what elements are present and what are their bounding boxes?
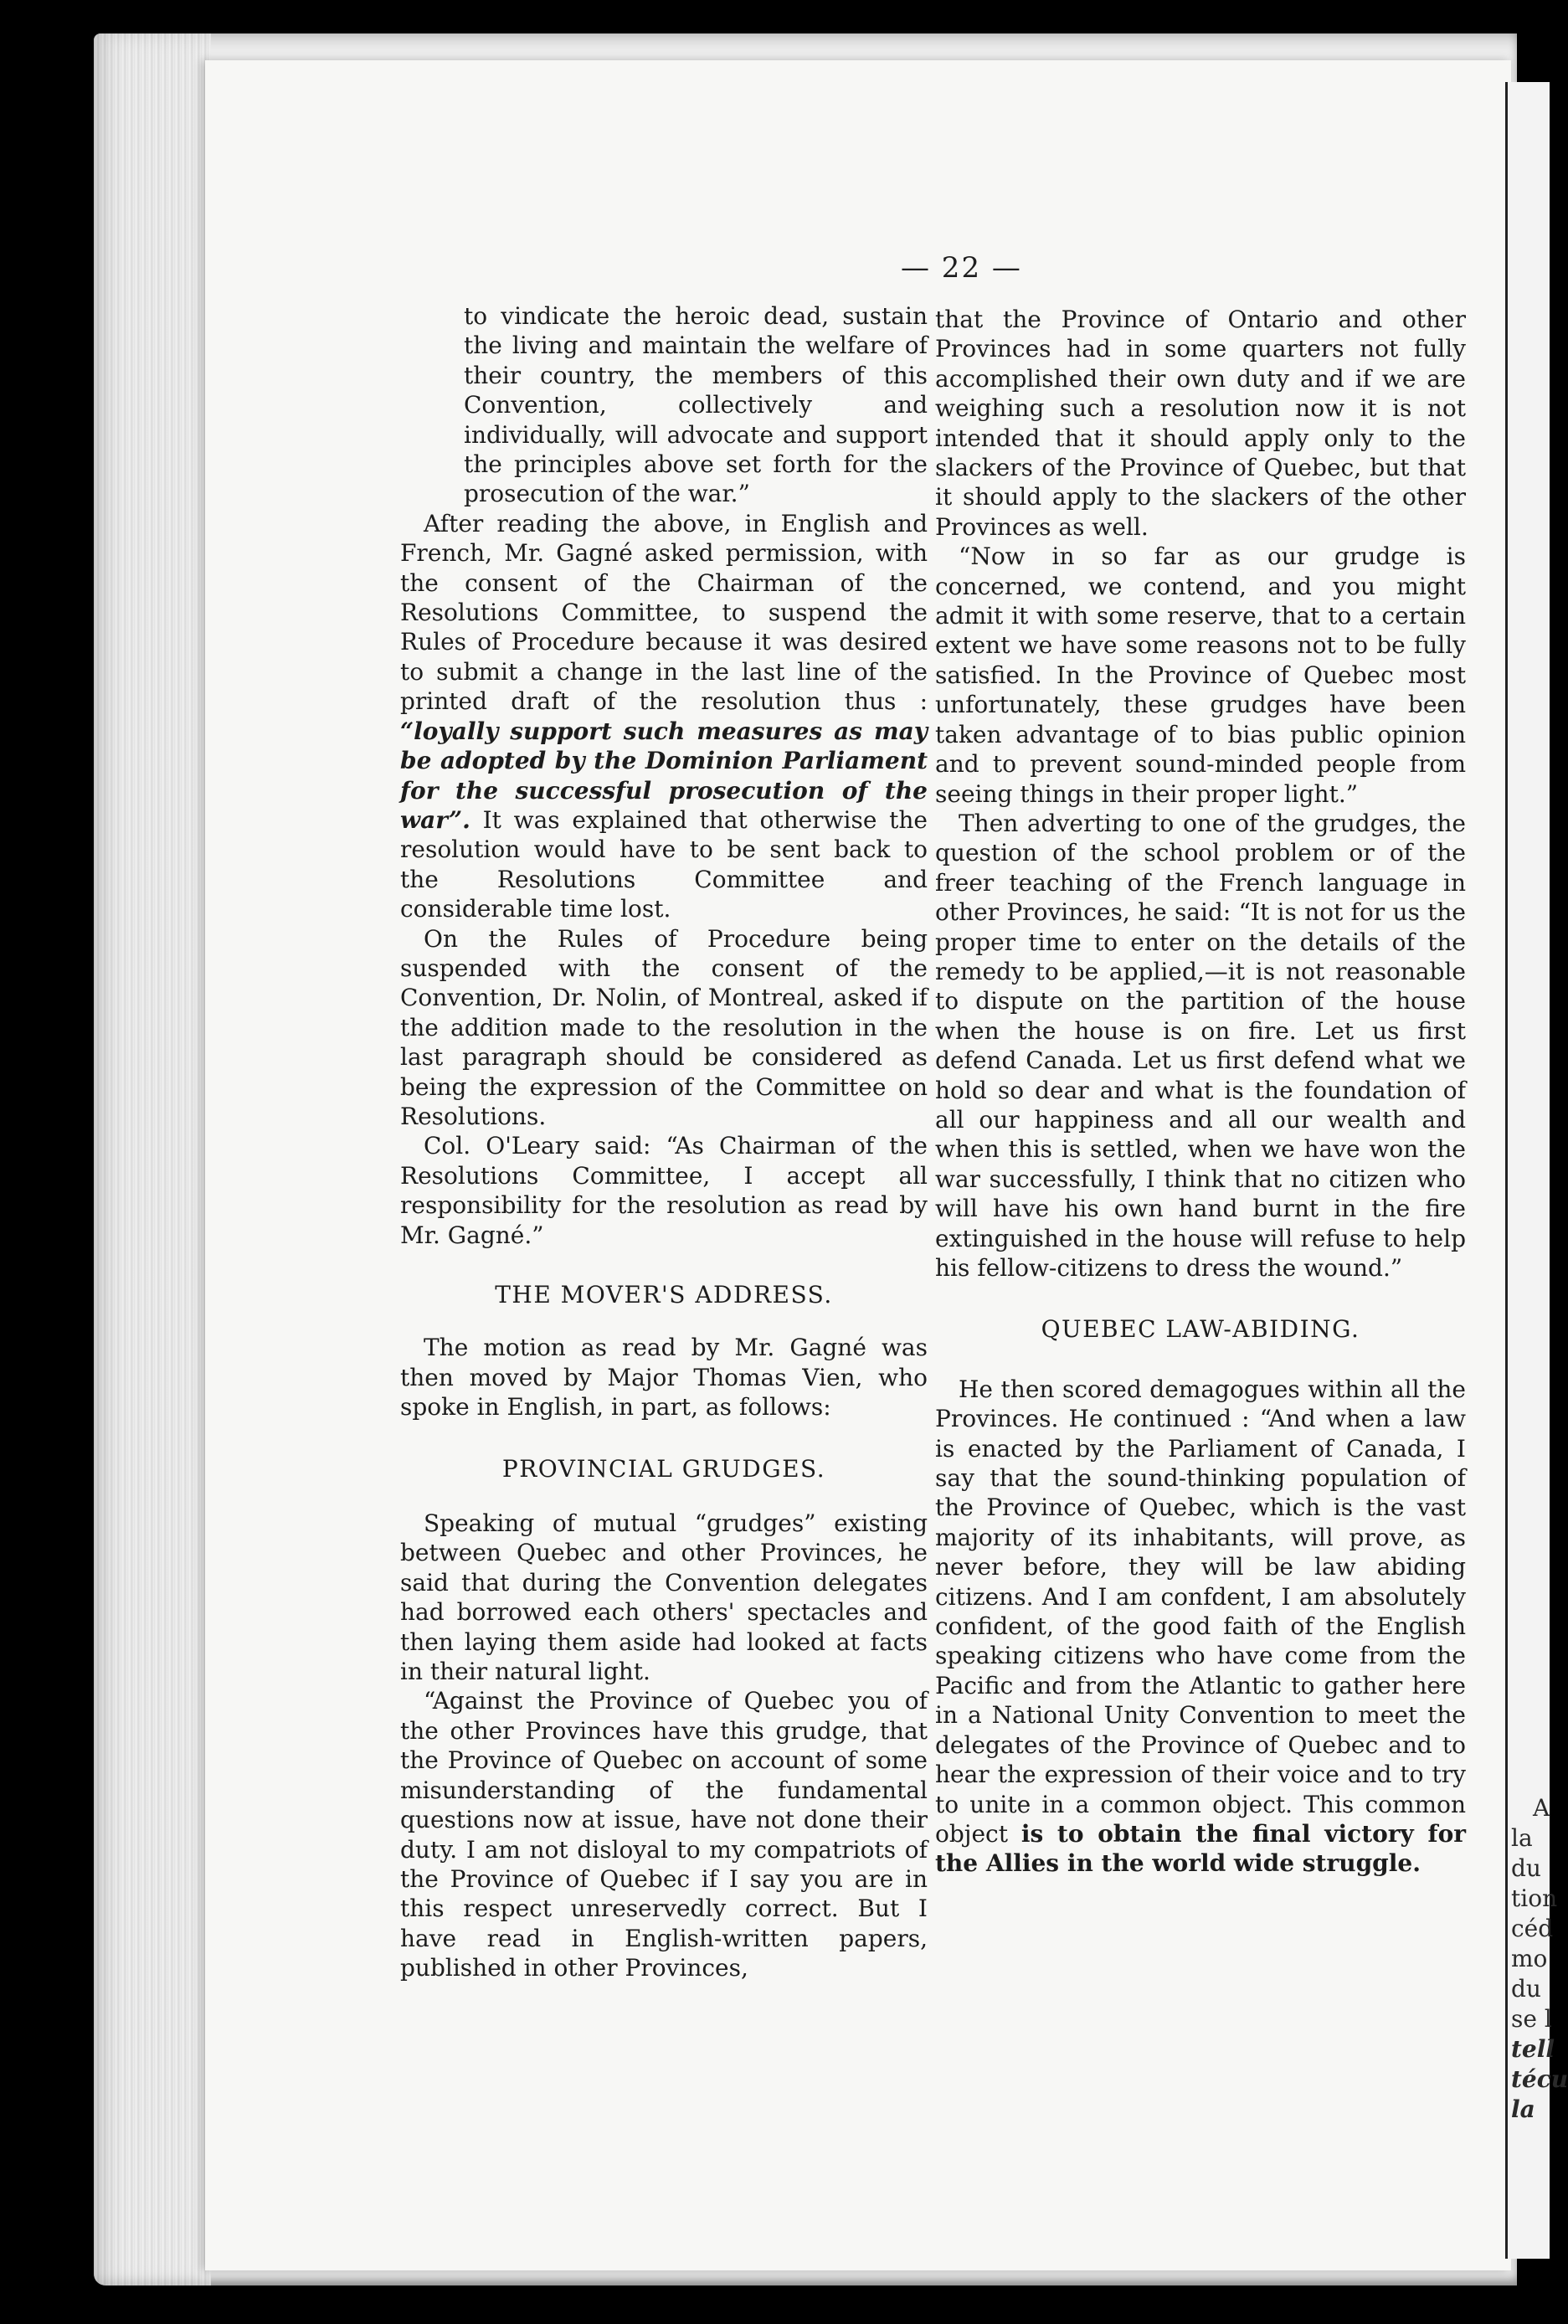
facing-page-fragment: tell: [1511, 2035, 1555, 2063]
paragraph: Then adverting to one of the grudges, the question of the school problem or of the freer teaching of the French language in other Provinces, he said: “It is not for us the proper time to enter on the details of the remedy to be applied,—it is not reasonable to dispute on the partition of the house when the house is on fire. Let us first defend Canada. Let us first defend what we hold so dear and what is the foundation of all our happiness and all our wealth and when this is settled, when we have won the war successfully, I think that no citizen who will have his own hand burnt in the fire extinguished in the house will refuse to help his fellow-citizens to dress the wound.”: [935, 809, 1466, 1282]
paragraph: “Now in so far as our grudge is concerned, we contend, and you might admit it with some reserve, that to a certain extent we have some reasons not to be fully satisfied. In the Province of Quebec most unfortunately, these grudges have been taken advantage of to bias public opinion and to prevent sound-minded people from seeing things in their proper light.”: [935, 542, 1466, 808]
paragraph-text: After reading the above, in English and French, Mr. Gagné asked permission, with the consent of the Chairman of the Resolutions Committee, to suspend the Rules of Procedure because it was desired to submit a change in the last line of the printed draft of the resolution thus :: [400, 509, 928, 716]
paragraph: Speaking of mutual “grudges” existing between Quebec and other Provinces, he said that during the Convention delegates had borrowed each others' spectacles and then laying them aside had looked at facts in their natural light.: [400, 1509, 928, 1686]
paragraph-text: It was explained that otherwise the resolution would have to be sent back to the Resolutions Committee and considerable time lost.: [400, 805, 928, 923]
facing-page-fragment: mo: [1511, 1945, 1548, 1972]
facing-page-fragment: la: [1511, 1824, 1533, 1852]
paragraph: Col. O'Leary said: “As Chairman of the Resolutions Committee, I accept all responsibility for the resolution as read by Mr. Gagné.”: [400, 1132, 928, 1249]
paragraph: The motion as read by Mr. Gagné was then moved by Major Thomas Vien, who spoke in English, in part, as follows:: [400, 1334, 928, 1422]
facing-page-fragment: A: [1533, 1794, 1550, 1822]
facing-page-fragment: la: [1511, 2095, 1535, 2123]
paragraph: to vindicate the heroic dead, sustain the living and maintain the welfare of their country, the members of this Convention, collectively and individually, will advocate and support the principles above set forth for the prosecution of the war.”: [464, 302, 928, 508]
facing-page-fragment: céd: [1511, 1915, 1554, 1942]
facing-page-fragment: se l: [1511, 2005, 1552, 2033]
italic-quote: “loyally support such measures as may be adopted by the Dominion Parliament for the successful prosecution of the war”.: [400, 717, 928, 834]
facing-page-fragment: du: [1511, 1975, 1541, 2003]
paragraph-text-bold: is to obtain the final victory for the Allies in the world wide struggle.: [935, 1819, 1467, 1878]
facing-page-fragment: du: [1511, 1854, 1541, 1882]
paragraph: [400, 509, 928, 924]
facing-page-fragment: tion: [1511, 1884, 1558, 1912]
right-text-column: [935, 305, 1466, 1879]
section-heading: THE MOVER'S ADDRESS.: [495, 1281, 833, 1309]
section-heading: QUEBEC LAW-ABIDING.: [1041, 1315, 1360, 1344]
section-heading: PROVINCIAL GRUDGES.: [501, 1454, 826, 1483]
paragraph: “Against the Province of Quebec you of the other Provinces have this grudge, that the Province of Quebec on account of some misunderstanding of the fundamental questions now at issue, have not done their duty. I am not disloyal to my compatriots of the Province of Quebec if I say you are in this respect unreservedly correct. But I have read in English-written papers, published in other Provinces,: [400, 1687, 928, 1982]
paragraph: [935, 1375, 1466, 1879]
paragraph: that the Province of Ontario and other Provinces had in some quarters not fully accomplished their own duty and if we are weighing such a resolution now it is not intended that it should apply only to the slackers of the Province of Quebec, but that it should apply to the slackers of the other Provinces as well.: [935, 306, 1466, 541]
paragraph-text: He then scored demagogues within all the Provinces. He continued : “And when a law is enacted by the Parliament of Canada, I say that the sound-thinking population of the Province of Quebec, which is the vast majority of its inhabitants, will prove, as never before, they will be law abiding citizens. And I am confdent, I am absolutely confident, of the good faith of the English speaking citizens who have come from the Pacific and from the Atlantic to gather here in a National Unity Convention to meet the delegates of the Province of Quebec and to hear the expression of their voice and to try to unite in a common object. This common object: [935, 1375, 1466, 1848]
left-text-column: [400, 301, 928, 1983]
facing-page-edge: [1505, 82, 1568, 2259]
page-number: — 22 —: [901, 251, 1022, 285]
facing-page-fragment: técu: [1511, 2065, 1568, 2093]
paragraph: On the Rules of Procedure being suspended with the consent of the Convention, Dr. Nolin, of Montreal, asked if the addition made to the resolution in the last paragraph should be considered as being the expression of the Committee on Resolutions.: [400, 924, 928, 1130]
